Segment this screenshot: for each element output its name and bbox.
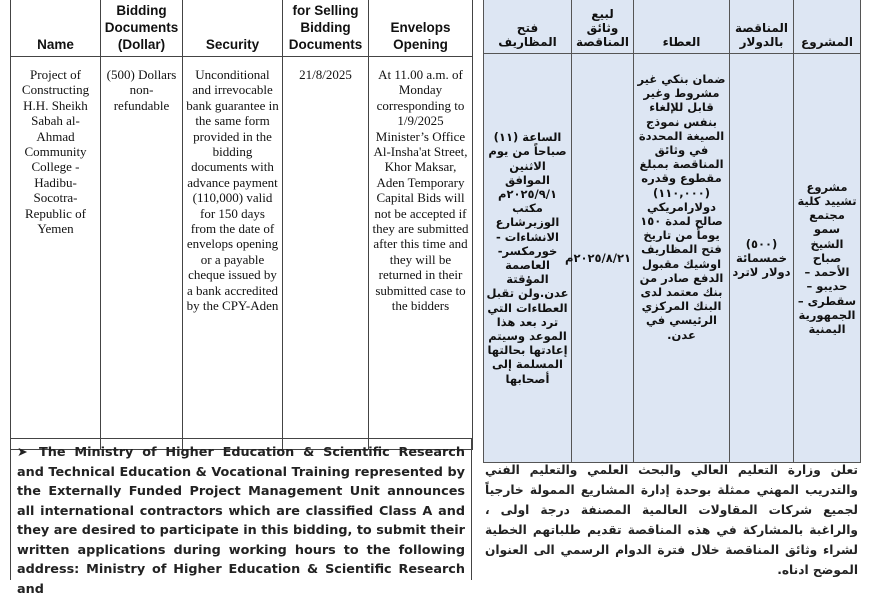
ar-header-opening: فتح المظاريف [484,0,572,54]
ar-cell-security: ضمان بنكي غير مشروط وغير قابل للإلغاء بنفس نموذج الصيغة المحددة في وثائق المناقصة بمبلغ مقطوع وقدره (١١٠,٠٠٠) دولارامريكي صالح لمدة ١٥٠ يوماً من تاريخ فتح المظاريف اوشيك مقبول الدفع صادر من بنك معتمد لدى البنك المركزي الرئيسي في عدن. [634,54,730,463]
header-bidding-documents: Bidding Documents (Dollar) [101,0,183,57]
header-selling-date: for Selling Bidding Documents [283,0,369,57]
header-envelops-opening: Envelops Opening [369,0,473,57]
header-security: Security [183,0,283,57]
cell-security: Unconditional and irrevocable bank guarantee in the same form provided in the bidding documents with advance payment (110,000) valid for 150 days from the date of envelops opening or a payable cheque issued by a bank accredited by the CPY-Aden [183,57,283,450]
cell-bidding-documents: (500) Dollars non-refundable [101,57,183,450]
arabic-table-header-row [484,0,861,54]
cell-selling-date: 21/8/2025 [283,57,369,450]
english-table-header-row [11,0,473,57]
ar-header-project: المشروع [794,0,861,54]
cell-envelops-opening: At 11.00 a.m. of Monday corresponding to 1/9/2025 Minister’s Office Al-Insha'at Street, Khor Maksar, Aden Temporary Capital Bids will not be accepted if they are submitted after this time and they will be returned in their submitted case to the bidders [369,57,473,450]
arabic-table-row [484,54,861,463]
ar-cell-opening: الساعة (١١) صباحاً من يوم الاثنين الموافق ٢٠٢٥/٩/١م مكتب الوزيرشارع الانشاءات - خورمكسر- العاصمة المؤقتة عدن.ولن تقبل العطاءات التي ترد بعد هذا الموعد وسيتم إعادتها بحالتها المسلمة إلى أصحابها [484,54,572,463]
ar-cell-selling: ٢٠٢٥/٨/٢١م [572,54,634,463]
english-announcement-text: The Ministry of Higher Education & Scientific Research and Technical Education & Vocational Training represented by the Externally Funded Project Management Unit announces all international contractors which are classified Class A and they are desired to participate in this bidding, to submit their written applications during working hours to the following address: Ministry of Higher Education & Scientific Research and [17,445,465,597]
ar-header-selling: لبيع وثائق المناقصة [572,0,634,54]
ar-header-price: المناقصة بالدولار [730,0,794,54]
ar-header-security: العطاء [634,0,730,54]
ar-cell-price: (٥٠٠) خمسمائة دولار لاترد [730,54,794,463]
arabic-tender-table [483,0,861,463]
english-tender-table [10,0,473,450]
english-announcement-paragraph [10,438,472,597]
english-table-row [11,57,473,450]
header-name: Name [11,0,101,57]
arrow-bullet-icon: ➤ [17,445,28,460]
ar-cell-project: مشروع تشييد كلية مجتمع سمو الشيخ صباح الأحمد – حديبو – سقطرى – الجمهورية اليمنية [794,54,861,463]
cell-project-name: Project of Constructing H.H. Sheikh Sabah al-Ahmad Community College - Hadibu-Socotra-Republic of Yemen [11,57,101,450]
arabic-announcement-paragraph: تعلن وزارة التعليم العالي والبحث العلمي والتعليم الفني والتدريب المهني ممثلة بوحدة إدارة المشاريع الممولة خارجياً لجميع شركات المقاولات العالمية المصنفة درجة اولى ، والراغبة بالمشاركة في هذه المناقصة تقديم طلباتهم الخطية لشراء وثائق المناقصة خلال فترة الدوام الرسمي الى العنوان الموضح ادناه. [485,463,858,577]
